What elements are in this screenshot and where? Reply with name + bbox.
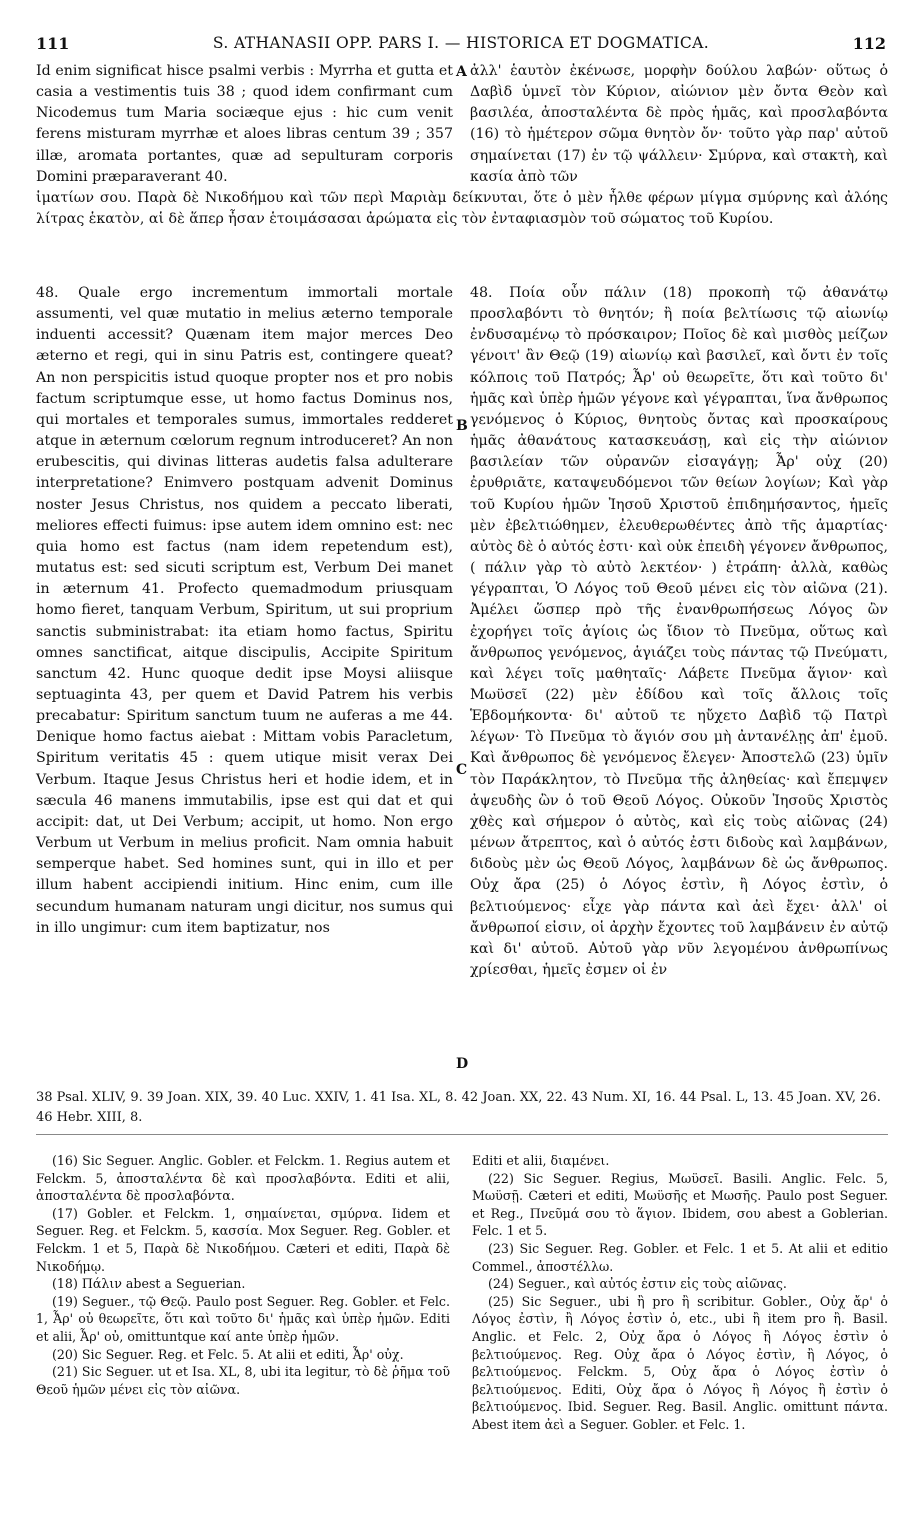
footnote: (21) Sic Seguer. ut et Isa. XL, 8, ubi ita legitur, τὸ δὲ ῥῆμα τοῦ Θεοῦ ἡμῶν μένει εἰς τὸν αἰῶνα. — [36, 1364, 450, 1397]
latin-column-main: 48. Quale ergo incrementum immortali mortale assumenti, vel quæ mutatio in melius æterno temporale induenti accessit? Quænam item major merces Deo æterno et regi, qui in sinu Patris est, contingere queat? An non perspicitis istud quoque propter nos et pro nobis factum scriptumque esse, ut homo factus Dominus nos, qui mortales et temporales sumus, immortales redderet atque in æternum cœlorum regnum introduceret? An non erubescitis, qui divinas litteras audetis falsa adulterare interpretatione? Enimvero postquam advenit Dominus noster Jesus Christus, nos quidem a peccato liberati, meliores effecti fuimus: ipse autem idem omnino est: nec quia homo est factus (nam idem repetendum est), mutatus est: sed sicuti scriptum est, Verbum Dei manet in æternum 41. Profecto quemadmodum priusquam homo fieret, tanquam Verbum, Spiritum, ut sui proprium sanctis subministrabat: ita etiam homo factus, Spiritu omnes sanctificat, aitque discipulis, Accipite Spiritum sanctum 42. Hunc quoque dedit ipse Moysi aliisque septuaginta 43, per quem et David Patrem his verbis precabatur: Spiritum sanctum tuum ne auferas a me 44. Denique homo factus aiebat : Mittam vobis Paracletum, Spiritum veritatis 45 : quem utique misit verax Dei Verbum. Itaque Jesus Christus heri et hodie idem, et in sæcula 46 manens immutabilis, ipse est qui dat et qui accipit: dat, ut Dei Verbum; accipit, ut homo. Non ergo Verbum ut Verbum in melius proficit. Nam omnia habuit semperque habet. Sed homines sunt, qui in illo et per illum habent accipiendi initium. Hinc enim, cum ille secundum humanam naturam ungi dicitur, nos sumus qui in illo ungimur: cum item baptizatur, nos — [36, 285, 453, 936]
footnote: (22) Sic Seguer. Regius, Μωϋσεῖ. Basili. Anglic. Felc. 5, Μωϋσῇ. Cæteri et editi, Μωϋσῆς et Μωσῆς. Paulo post Seguer. et Reg., Πνεῦμά σου τὸ ἅγιον. Ibidem, σου abest a Goblerian. Felc. 1 et 5. — [472, 1170, 888, 1239]
scripture-references: 38 Psal. XLIV, 9. 39 Joan. XIX, 39. 40 Luc. XXIV, 1. 41 Isa. XL, 8. 42 Joan. XX, 22. 43 Num. XI, 16. 44 Psal. L, 13. 45 Joan. XV, 26. 46 Hebr. XIII, 8. — [36, 1090, 881, 1125]
page-number-right: 112 — [852, 34, 886, 53]
footnote-continuation: Editi et alii, διαμένει. — [472, 1153, 610, 1168]
greek-full-width-line: ἱματίων σου. Παρὰ δὲ Νικοδήμου καὶ τῶν περὶ Μαριὰμ δείκνυται, ὅτε ὁ μὲν ἦλθε φέρων μίγμα σμύρνης καὶ ἀλόης λίτρας ἑκατὸν, αἱ δὲ ἅπερ ἦσαν ἑτοιμάσασαι ἀρώματα εἰς τὸν ἐνταφιασμὸν τοῦ σώματος τοῦ Κυρίου. — [36, 190, 888, 228]
margin-marker-b: B — [456, 418, 468, 434]
footnote: (17) Gobler. et Felckm. 1, σημαίνεται, σμύρνα. Iidem et Seguer. Reg. et Felckm. 5, κασσία. Mox Seguer. Reg. Gobler. et Felckm. 1 et 5, Παρὰ δὲ Νικοδήμου. Cæteri et editi, Παρὰ δὲ Νικοδήμῳ. — [36, 1205, 450, 1274]
footnotes-right — [472, 1152, 888, 1434]
greek-column-main: 48. Ποία οὖν πάλιν (18) προκοπὴ τῷ ἀθανάτῳ προσλαβόντι τὸ θνητόν; ἢ ποία βελτίωσις τῷ αἰωνίῳ ἐνδυσαμένῳ τὸ πρόσκαιρον; Ποῖος δὲ καὶ μισθὸς μείζων γένοιτ' ἂν Θεῷ (19) αἰωνίῳ καὶ βασιλεῖ, καὶ ὄντι ἐν τοῖς κόλποις τοῦ Πατρός; Ἆρ' οὐ θεωρεῖτε, ὅτι καὶ τοῦτο δι' ἡμᾶς καὶ ὑπὲρ ἡμῶν γέγονε καὶ γέγραπται, ἵνα ἄνθρωπος γενόμενος ὁ Κύριος, θνητοὺς ὄντας καὶ προσκαίρους ἡμᾶς ἀθανάτους κατασκευάσῃ, καὶ εἰς τὴν αἰώνιον βασιλείαν τῶν οὐρανῶν εἰσαγάγῃ; Ἆρ' οὐχ (20) ἐρυθριᾶτε, καταψευδόμενοι τῶν θείων λογίων; Καὶ γὰρ τοῦ Κυρίου ἡμῶν Ἰησοῦ Χριστοῦ ἐπιδημήσαντος, ἡμεῖς μὲν ἐβελτιώθημεν, ἐλευθερωθέντες ἀπὸ τῆς ἁμαρτίας· αὐτὸς δὲ ὁ αὐτός ἐστι· καὶ οὐκ ἐπειδὴ γέγονεν ἄνθρωπος, ( πάλιν γὰρ τὸ αὐτὸ λεκτέον· ) ἐτράπη· ἀλλὰ, καθὼς γέγραπται, Ὁ Λόγος τοῦ Θεοῦ μένει εἰς τὸν αἰῶνα (21). Ἀμέλει ὥσπερ πρὸ τῆς ἐνανθρωπήσεως Λόγος ὢν ἐχορήγει τοῖς ἁγίοις ὡς ἴδιον τὸ Πνεῦμα, οὕτως καὶ ἄνθρωπος γενόμενος, ἁγιάζει τοὺς πάντας τῷ Πνεύματι, καὶ λέγει τοῖς μαθηταῖς· Λάβετε Πνεῦμα ἅγιον· καὶ Μωϋσεῖ (22) μὲν ἐδίδου καὶ τοῖς ἄλλοις τοῖς Ἑβδομήκοντα· δι' αὐτοῦ τε ηὔχετο Δαβὶδ τῷ Πατρὶ λέγων· Τὸ Πνεῦμα τὸ ἅγιόν σου μὴ ἀντανέλῃς ἀπ' ἐμοῦ. Καὶ ἄνθρωπος δὲ γενόμενος ἔλεγεν· Ἀποστελῶ (23) ὑμῖν τὸν Παράκλητον, τὸ Πνεῦμα τῆς ἀληθείας· καὶ ἔπεμψεν ἀψευδὴς ὢν ὁ τοῦ Θεοῦ Λόγος. Οὐκοῦν Ἰησοῦς Χριστὸς χθὲς καὶ σήμερον ὁ αὐτὸς, καὶ εἰς τοὺς αἰῶνας (24) μένων ἄτρεπτος, καὶ ὁ αὐτός ἐστι διδοὺς καὶ λαμβάνων, διδοὺς μὲν ὡς Θεοῦ Λόγος, λαμβάνων δὲ ὡς ἄνθρωπος. Οὐχ ἄρα (25) ὁ Λόγος ἐστὶν, ἢ Λόγος ἐστὶν, ὁ βελτιούμενος· εἶχε γὰρ πάντα καὶ ἀεὶ ἔχει· ἀλλ' οἱ ἄνθρωποί εἰσιν, οἱ ἀρχὴν ἔχοντες τοῦ λαμβάνειν ἐν αὐτῷ καὶ δι' αὐτοῦ. Αὐτοῦ γὰρ νῦν λεγομένου ἀνθρωπίνως χρίεσθαι, ἡμεῖς ἐσμεν οἱ ἐν — [470, 285, 888, 978]
margin-marker-c: C — [456, 762, 468, 778]
footnote: (18) Πάλιν abest a Seguerian. — [52, 1276, 246, 1292]
margin-marker-a: A — [456, 64, 467, 80]
footnote: (16) Sic Seguer. Anglic. Gobler. et Felckm. 1. Regius autem et Felckm. 5, ἀποσταλέντα δὲ καὶ προσλαβόντα. Editi et alii, ἀποσταλέντα δὲ προσλαβόντα. — [36, 1153, 450, 1204]
margin-marker-d: D — [456, 1056, 469, 1072]
greek-column-top: ἀλλ' ἑαυτὸν ἐκένωσε, μορφὴν δούλου λαβών· οὕτως ὁ Δαβὶδ ὑμνεῖ τὸν Κύριον, αἰώνιον μὲν ὄντα Θεὸν καὶ βασιλέα, ἀποσταλέντα δὲ πρὸς ἡμᾶς, καὶ προσλαβόντα (16) τὸ ἡμέτερον σῶμα θνητὸν ὄν· τοῦτο γὰρ παρ' αὐτοῦ σημαίνεται (17) ἐν τῷ ψάλλειν· Σμύρνα, καὶ στακτὴ, καὶ κασία ἀπὸ τῶν — [470, 63, 888, 185]
footnote: (20) Sic Seguer. Reg. et Felc. 5. At alii et editi, Ἆρ' οὐχ. — [52, 1346, 404, 1362]
footnote-divider — [36, 1134, 888, 1135]
running-title: S. ATHANASII OPP. PARS I. — HISTORICA ET DOGMATICA. — [212, 34, 710, 52]
footnote: (24) Seguer., καὶ αὐτός ἐστιν εἰς τοὺς αἰῶνας. — [488, 1276, 787, 1292]
page-number-left: 111 — [36, 34, 70, 53]
footnote: (19) Seguer., τῷ Θεῷ. Paulo post Seguer. Reg. Gobler. et Felc. 1, Ἆρ' οὐ θεωρεῖτε, ὅτι καὶ τοῦτο δι' ἡμᾶς καὶ ὑπὲρ ἡμῶν. Editi et alii, Ἆρ' οὐ, omittuntque καί ante ὑπὲρ ἡμῶν. — [36, 1293, 450, 1344]
footnote: (25) Sic Seguer., ubi ἢ pro ἢ scribitur. Gobler., Οὐχ ἄρ' ὁ Λόγος ἐστὶν, ἢ Λόγος ἐστὶν ὁ, etc., ubi ἢ item pro ἢ. Basil. Anglic. et Felc. 2, Οὐχ ἄρα ὁ Λόγος ἢ Λόγος ἐστὶν ὁ βελτιούμενος. Reg. Οὐχ ἄρα ὁ Λόγος ἐστὶν, ἢ Λόγος, ὁ βελτιούμενος. Felckm. 5, Οὐχ ἄρα ὁ Λόγος ἐστὶν ὁ βελτιούμενος. Editi, Οὐχ ἄρα ὁ Λόγος ἢ Λόγος ἢ ἐστὶν ὁ βελτιούμενος. Ibid. Seguer. Reg. Basil. Anglic. omittunt πάντα. Abest item ἀεὶ a Seguer. Gobler. et Felc. 1. — [472, 1293, 888, 1432]
footnote: (23) Sic Seguer. Reg. Gobler. et Felc. 1 et 5. At alii et editio Commel., ἀποστέλλω. — [472, 1240, 888, 1274]
latin-column-top: Id enim significat hisce psalmi verbis : Myrrha et gutta et casia a vestimentis tuis 38 ; quod idem confirmant cum Nicodemus tum Maria sociæque ejus : hic cum venit ferens misturam myrrhæ et aloes libras centum 39 ; 357 illæ, aromata portantes, quæ ad sepulturam corporis Domini præparaverant 40. — [36, 63, 453, 185]
footnotes-left — [36, 1152, 450, 1398]
page-header — [36, 34, 886, 58]
